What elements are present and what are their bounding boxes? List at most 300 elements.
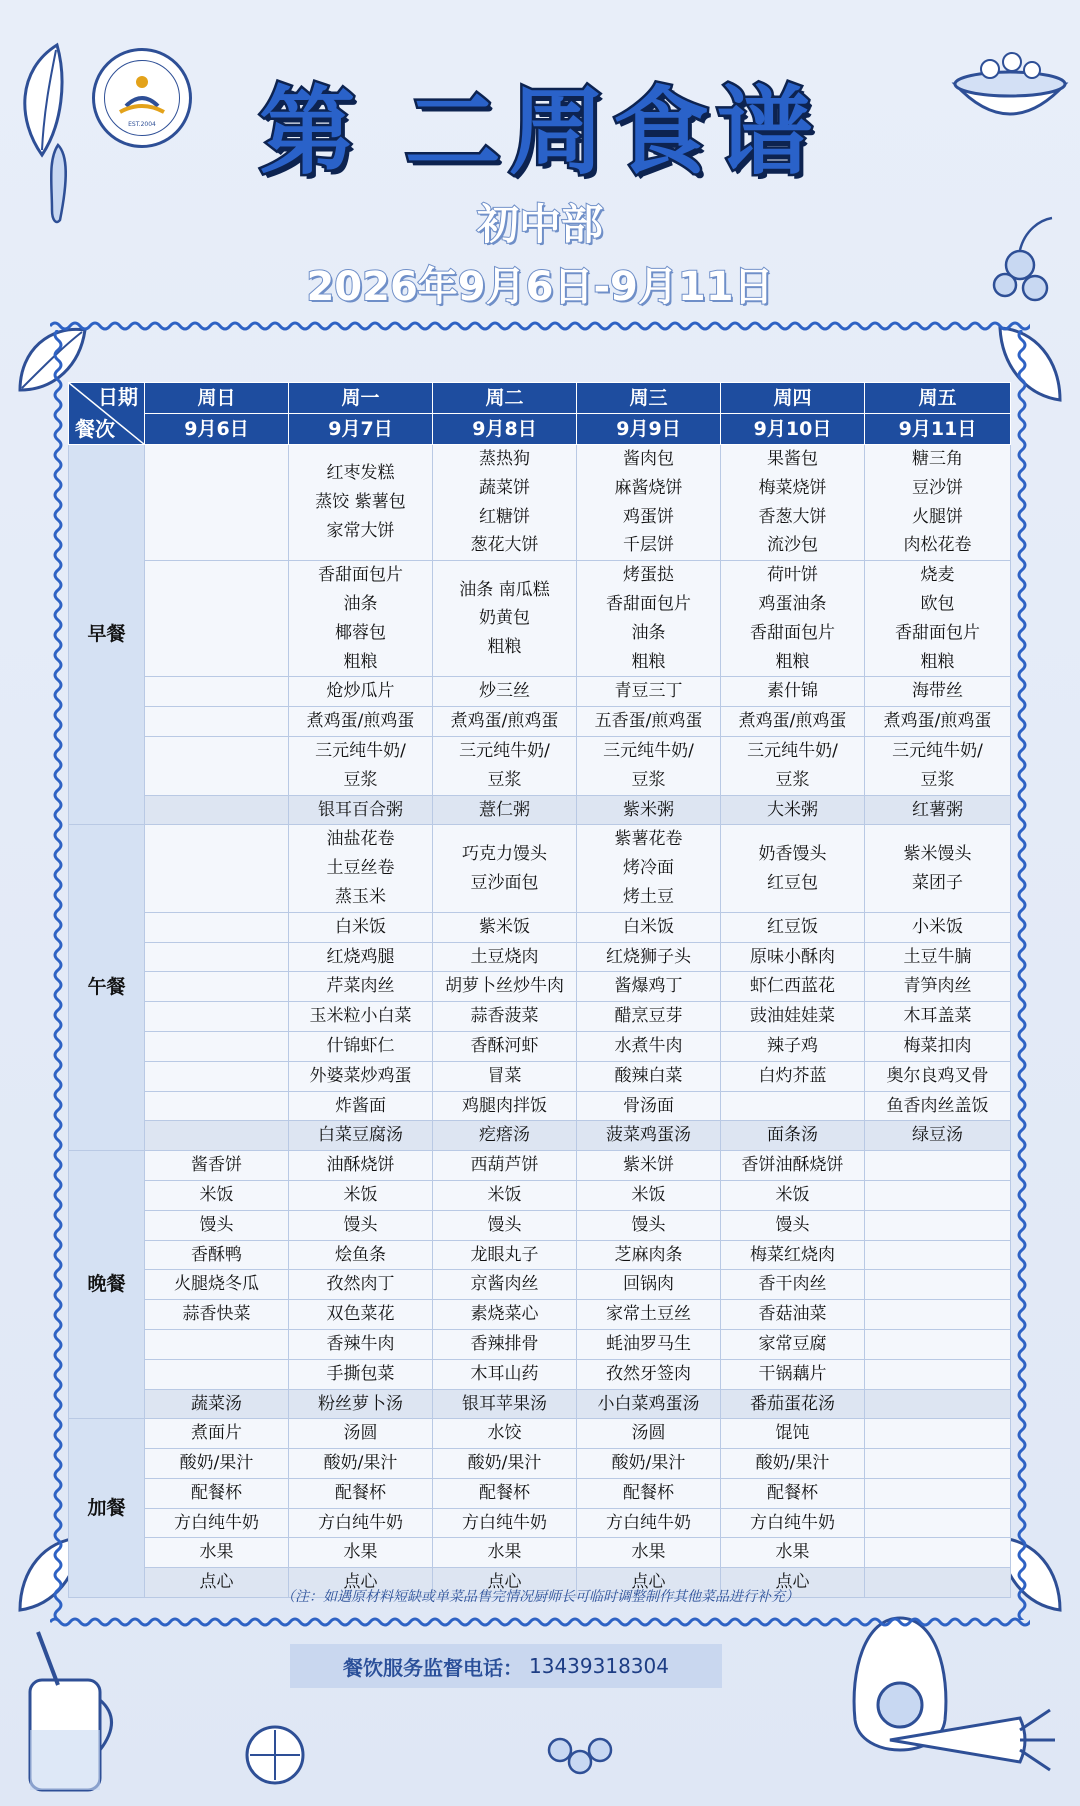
carrot-doodle-icon — [880, 1700, 1060, 1780]
menu-cell — [433, 1359, 577, 1389]
menu-cell — [721, 1419, 865, 1449]
menu-cell — [145, 445, 289, 561]
menu-cell — [577, 1538, 721, 1568]
dish-item: 方白纯牛奶 — [750, 1512, 835, 1533]
dish-item: 煮鸡蛋/煎鸡蛋 — [306, 711, 415, 732]
menu-row — [69, 795, 1011, 825]
menu-cell — [145, 1180, 289, 1210]
dish-item: 煮面片 — [191, 1423, 242, 1444]
menu-cell — [865, 677, 1011, 707]
menu-cell — [289, 1389, 433, 1419]
menu-cell — [721, 795, 865, 825]
menu-row — [69, 942, 1011, 972]
dish-item: 香甜面包片 — [895, 622, 980, 643]
menu-cell — [721, 1210, 865, 1240]
menu-cell — [577, 795, 721, 825]
dish-item: 炸酱面 — [335, 1095, 386, 1116]
dish-item: 鸡蛋饼 — [623, 506, 674, 527]
menu-cell — [577, 1508, 721, 1538]
weekday-header: 周四 — [721, 383, 865, 414]
dish-item: 菜团子 — [912, 872, 963, 893]
menu-cell — [433, 1002, 577, 1032]
menu-cell — [577, 1449, 721, 1479]
menu-cell — [433, 795, 577, 825]
menu-row — [69, 707, 1011, 737]
dish-item: 蒸玉米 — [335, 886, 386, 907]
menu-table — [68, 382, 1011, 1598]
menu-cell — [865, 1389, 1011, 1419]
dish-item: 烤蛋挞 — [623, 565, 674, 586]
dish-item: 豆浆 — [487, 769, 522, 790]
dish-item: 香酥河虾 — [470, 1035, 539, 1056]
menu-cell — [721, 677, 865, 707]
menu-cell — [721, 1180, 865, 1210]
dish-item: 荷叶饼 — [767, 565, 818, 586]
date-header: 9月6日 — [145, 414, 289, 445]
menu-cell — [289, 1031, 433, 1061]
menu-cell — [145, 972, 289, 1002]
dish-item: 白灼芥蓝 — [758, 1065, 827, 1086]
dish-item: 双色菜花 — [326, 1304, 395, 1325]
dish-item: 小米饭 — [912, 916, 963, 937]
dish-item: 豆沙饼 — [912, 477, 963, 498]
dish-item: 方白纯牛奶 — [462, 1512, 547, 1533]
dish-item: 木耳山药 — [470, 1363, 539, 1384]
menu-row — [69, 1151, 1011, 1181]
dish-item: 巧克力馒头 — [462, 843, 547, 864]
menu-cell — [433, 1091, 577, 1121]
menu-cell — [865, 1508, 1011, 1538]
menu-cell — [289, 1270, 433, 1300]
menu-cell — [289, 736, 433, 795]
dish-item: 三元纯牛奶/ — [747, 740, 838, 761]
dish-item: 绿豆汤 — [912, 1125, 963, 1146]
dish-item: 米饭 — [199, 1184, 234, 1205]
menu-cell — [433, 677, 577, 707]
menu-row — [69, 912, 1011, 942]
menu-cell — [721, 1270, 865, 1300]
weekday-header: 周二 — [433, 383, 577, 414]
weekday-header: 周一 — [289, 383, 433, 414]
menu-cell — [577, 825, 721, 912]
menu-cell — [433, 1061, 577, 1091]
dish-item: 粗粮 — [920, 651, 955, 672]
dish-item: 馒头 — [631, 1214, 666, 1235]
menu-row — [69, 1180, 1011, 1210]
dish-item: 方白纯牛奶 — [174, 1512, 259, 1533]
menu-cell — [865, 1091, 1011, 1121]
menu-cell — [865, 1031, 1011, 1061]
dish-item: 干锅藕片 — [758, 1363, 827, 1384]
menu-cell — [289, 707, 433, 737]
dish-item: 千层饼 — [623, 535, 674, 556]
menu-cell — [865, 1151, 1011, 1181]
dish-item: 欧包 — [920, 593, 955, 614]
grapes-doodle-icon — [540, 1720, 620, 1790]
menu-cell — [289, 561, 433, 677]
dish-item: 香甜面包片 — [750, 622, 835, 643]
menu-cell — [433, 561, 577, 677]
menu-cell — [289, 1329, 433, 1359]
dish-item: 虾仁西蓝花 — [750, 976, 835, 997]
menu-cell — [289, 1151, 433, 1181]
menu-cell — [865, 1478, 1011, 1508]
menu-cell — [145, 1002, 289, 1032]
menu-row — [69, 1329, 1011, 1359]
dish-item: 蒜香菠菜 — [470, 1006, 539, 1027]
dish-item: 油酥烧饼 — [326, 1155, 395, 1176]
menu-cell — [145, 1538, 289, 1568]
dish-item: 炒三丝 — [479, 681, 530, 702]
dish-item: 银耳百合粥 — [318, 799, 403, 820]
dish-item: 配餐杯 — [335, 1482, 386, 1503]
menu-cell — [577, 1240, 721, 1270]
menu-cell — [721, 912, 865, 942]
dish-item: 原味小酥肉 — [750, 946, 835, 967]
dish-item: 红枣发糕 — [326, 463, 395, 484]
menu-row — [69, 1091, 1011, 1121]
corner-date-label: 日期 — [98, 385, 138, 409]
dish-item: 油条 南瓜糕 — [459, 579, 550, 600]
menu-row — [69, 1359, 1011, 1389]
menu-cell — [433, 942, 577, 972]
menu-cell — [865, 795, 1011, 825]
dish-item: 什锦虾仁 — [326, 1035, 395, 1056]
dish-item: 煮鸡蛋/煎鸡蛋 — [883, 711, 992, 732]
dish-item: 梅菜红烧肉 — [750, 1244, 835, 1265]
dish-item: 方白纯牛奶 — [318, 1512, 403, 1533]
dish-item: 龙眼丸子 — [470, 1244, 539, 1265]
menu-cell — [577, 1389, 721, 1419]
menu-cell — [433, 1300, 577, 1330]
dish-item: 奥尔良鸡叉骨 — [886, 1065, 989, 1086]
dish-item: 配餐杯 — [191, 1482, 242, 1503]
menu-cell — [865, 825, 1011, 912]
menu-cell — [289, 942, 433, 972]
dish-item: 酱爆鸡丁 — [614, 976, 683, 997]
menu-cell — [865, 1449, 1011, 1479]
date-header: 9月9日 — [577, 414, 721, 445]
dish-item: 水果 — [343, 1542, 378, 1563]
dish-item: 土豆牛腩 — [903, 946, 972, 967]
header-row-weekday — [69, 383, 1011, 414]
dish-item: 粗粮 — [487, 637, 522, 658]
dish-item: 家常土豆丝 — [606, 1304, 691, 1325]
menu-cell — [145, 1270, 289, 1300]
dish-item: 蔬菜饼 — [479, 477, 530, 498]
dish-item: 蒸热狗 — [479, 449, 530, 469]
dish-item: 香饼油酥烧饼 — [741, 1155, 844, 1176]
dish-item: 流沙包 — [767, 535, 818, 556]
dish-item: 馒头 — [775, 1214, 810, 1235]
menu-cell — [433, 912, 577, 942]
dish-item: 火腿烧冬瓜 — [174, 1274, 259, 1295]
menu-cell — [433, 736, 577, 795]
dish-item: 青笋肉丝 — [903, 976, 972, 997]
dish-item: 鸡腿肉拌饭 — [462, 1095, 547, 1116]
dish-item: 配餐杯 — [479, 1482, 530, 1503]
menu-cell — [721, 736, 865, 795]
dish-item: 火腿饼 — [912, 506, 963, 527]
dish-item: 紫薯花卷 — [614, 829, 683, 850]
dish-item: 方白纯牛奶 — [606, 1512, 691, 1533]
menu-cell — [577, 1091, 721, 1121]
dish-item: 煮鸡蛋/煎鸡蛋 — [450, 711, 559, 732]
menu-cell — [865, 1180, 1011, 1210]
dish-item: 紫米饭 — [479, 916, 530, 937]
dish-item: 冒菜 — [487, 1065, 522, 1086]
dish-item: 点心 — [343, 1572, 378, 1593]
dish-item: 红豆包 — [767, 872, 818, 893]
menu-row — [69, 1121, 1011, 1151]
dish-item: 外婆菜炒鸡蛋 — [309, 1065, 412, 1086]
menu-cell — [289, 1419, 433, 1449]
menu-cell — [289, 445, 433, 561]
menu-row — [69, 1002, 1011, 1032]
menu-cell — [721, 1151, 865, 1181]
dish-item: 葱花大饼 — [470, 535, 539, 556]
dish-item: 孜然肉丁 — [326, 1274, 395, 1295]
dish-item: 家常大饼 — [326, 520, 395, 541]
date-header: 9月10日 — [721, 414, 865, 445]
menu-cell — [577, 1031, 721, 1061]
table-corner-cell — [69, 383, 145, 445]
weekday-header: 周日 — [145, 383, 289, 414]
dish-item: 酸奶/果汁 — [179, 1453, 254, 1474]
dish-item: 京酱肉丝 — [470, 1274, 539, 1295]
dish-item: 素烧菜心 — [470, 1304, 539, 1325]
dish-item: 香菇油菜 — [758, 1304, 827, 1325]
menu-cell — [289, 972, 433, 1002]
menu-cell — [721, 1329, 865, 1359]
wave-border-bottom — [50, 1614, 1030, 1630]
menu-row — [69, 1061, 1011, 1091]
menu-cell — [145, 1031, 289, 1061]
menu-cell — [145, 707, 289, 737]
dish-item: 蔬菜汤 — [191, 1393, 242, 1414]
dish-item: 配餐杯 — [767, 1482, 818, 1503]
dish-item: 奶黄包 — [479, 608, 530, 629]
menu-cell — [433, 1151, 577, 1181]
dish-item: 酸奶/果汁 — [323, 1453, 398, 1474]
menu-cell — [865, 707, 1011, 737]
menu-cell — [721, 1538, 865, 1568]
dish-item: 鱼香肉丝盖饭 — [886, 1095, 989, 1116]
supervision-phone-box — [290, 1644, 722, 1688]
menu-row — [69, 677, 1011, 707]
menu-cell — [145, 1061, 289, 1091]
dish-item: 酱肉包 — [623, 449, 674, 469]
dish-item: 鸡蛋油条 — [758, 593, 827, 614]
menu-cell — [577, 972, 721, 1002]
dish-item: 配餐杯 — [623, 1482, 674, 1503]
dish-item: 手撕包菜 — [326, 1363, 395, 1384]
dish-item: 米饭 — [487, 1184, 522, 1205]
dish-item: 馄饨 — [775, 1423, 810, 1444]
corner-meal-label: 餐次 — [75, 417, 115, 442]
menu-cell — [145, 912, 289, 942]
dish-item: 三元纯牛奶/ — [892, 740, 983, 761]
menu-cell — [721, 561, 865, 677]
dish-item: 醋烹豆芽 — [614, 1006, 683, 1027]
dish-item: 香辣排骨 — [470, 1333, 539, 1354]
menu-cell — [577, 1419, 721, 1449]
dish-item: 蚝油罗马生 — [606, 1333, 691, 1354]
menu-cell — [865, 942, 1011, 972]
dish-item: 粗粮 — [631, 651, 666, 672]
menu-cell — [433, 1538, 577, 1568]
dish-item: 芝麻肉条 — [614, 1244, 683, 1265]
dish-item: 素什锦 — [767, 681, 818, 702]
menu-row — [69, 1449, 1011, 1479]
page-subtitle: 初中部 — [476, 200, 603, 249]
menu-cell — [865, 561, 1011, 677]
dish-item: 三元纯牛奶/ — [315, 740, 406, 761]
dish-item: 酸奶/果汁 — [611, 1453, 686, 1474]
dish-item: 骨汤面 — [623, 1095, 674, 1116]
dish-item: 银耳苹果汤 — [462, 1393, 547, 1414]
dish-item: 香辣牛肉 — [326, 1333, 395, 1354]
menu-cell — [865, 1419, 1011, 1449]
dish-item: 红烧狮子头 — [606, 946, 691, 967]
dish-item: 白菜豆腐汤 — [318, 1125, 403, 1146]
menu-cell — [577, 1151, 721, 1181]
dish-item: 红薯粥 — [912, 799, 963, 820]
dish-item: 香甜面包片 — [606, 593, 691, 614]
dish-item: 点心 — [775, 1572, 810, 1593]
menu-cell — [865, 1538, 1011, 1568]
menu-row — [69, 1538, 1011, 1568]
menu-cell — [577, 912, 721, 942]
dish-item: 胡萝卜丝炒牛肉 — [445, 976, 564, 997]
weekday-header: 周五 — [865, 383, 1011, 414]
meal-label: 午餐 — [69, 825, 145, 1151]
dish-item: 大米粥 — [767, 799, 818, 820]
wave-border-left — [50, 330, 66, 1620]
dish-item: 炝炒瓜片 — [326, 681, 395, 702]
menu-cell — [289, 1061, 433, 1091]
dish-item: 水果 — [631, 1542, 666, 1563]
menu-cell — [145, 825, 289, 912]
meal-label: 早餐 — [69, 445, 145, 825]
menu-cell — [577, 1210, 721, 1240]
dish-item: 青豆三丁 — [614, 681, 683, 702]
menu-cell — [865, 1061, 1011, 1091]
menu-cell — [577, 1329, 721, 1359]
dish-item: 油条 — [343, 593, 378, 614]
menu-cell — [577, 677, 721, 707]
dish-item: 红糖饼 — [479, 506, 530, 527]
menu-cell — [577, 1180, 721, 1210]
wave-border-top — [50, 318, 1030, 334]
menu-cell — [145, 736, 289, 795]
menu-cell — [577, 1061, 721, 1091]
dish-item: 小白菜鸡蛋汤 — [597, 1393, 700, 1414]
menu-cell — [721, 1449, 865, 1479]
menu-cell — [433, 1449, 577, 1479]
menu-cell — [577, 561, 721, 677]
dish-item: 玉米粒小白菜 — [309, 1006, 412, 1027]
dish-item: 粗粮 — [343, 651, 378, 672]
dish-item: 奶香馒头 — [758, 843, 827, 864]
menu-cell — [865, 1210, 1011, 1240]
dish-item: 白米饭 — [335, 916, 386, 937]
menu-cell — [145, 942, 289, 972]
menu-row — [69, 1031, 1011, 1061]
menu-cell — [865, 912, 1011, 942]
menu-cell — [433, 445, 577, 561]
menu-cell — [145, 1419, 289, 1449]
meal-label: 晚餐 — [69, 1151, 145, 1419]
menu-cell — [145, 1508, 289, 1538]
menu-row — [69, 1240, 1011, 1270]
menu-cell — [721, 707, 865, 737]
menu-cell — [577, 1121, 721, 1151]
menu-cell — [433, 1419, 577, 1449]
menu-cell — [721, 1091, 865, 1121]
date-header: 9月8日 — [433, 414, 577, 445]
menu-cell — [289, 1359, 433, 1389]
menu-cell — [721, 1300, 865, 1330]
menu-row — [69, 972, 1011, 1002]
dish-item: 酸辣白菜 — [614, 1065, 683, 1086]
dish-item: 酱香饼 — [191, 1155, 242, 1176]
dish-item: 水果 — [199, 1542, 234, 1563]
menu-cell — [145, 795, 289, 825]
dish-item: 孜然牙签肉 — [606, 1363, 691, 1384]
menu-cell — [289, 1180, 433, 1210]
menu-cell — [433, 1210, 577, 1240]
menu-cell — [577, 1300, 721, 1330]
dish-item: 馒头 — [487, 1214, 522, 1235]
menu-row — [69, 1210, 1011, 1240]
menu-cell — [289, 1478, 433, 1508]
dish-item: 粉丝萝卜汤 — [318, 1393, 403, 1414]
menu-cell — [289, 1300, 433, 1330]
dish-item: 水果 — [775, 1542, 810, 1563]
dish-item: 木耳盖菜 — [903, 1006, 972, 1027]
menu-cell — [721, 942, 865, 972]
menu-row — [69, 445, 1011, 561]
menu-cell — [577, 1478, 721, 1508]
menu-row — [69, 1419, 1011, 1449]
menu-cell — [721, 1121, 865, 1151]
menu-cell — [433, 1121, 577, 1151]
menu-cell — [145, 1121, 289, 1151]
dish-item: 辣子鸡 — [767, 1035, 818, 1056]
dish-item: 土豆烧肉 — [470, 946, 539, 967]
substitution-note: （注：如遇原材料短缺或单菜品售完情况厨师长可临时调整制作其他菜品进行补充） — [281, 1589, 799, 1605]
menu-row — [69, 1478, 1011, 1508]
menu-cell — [721, 445, 865, 561]
dish-item: 酸奶/果汁 — [467, 1453, 542, 1474]
menu-cell — [145, 1240, 289, 1270]
menu-row — [69, 736, 1011, 795]
dish-item: 家常豆腐 — [758, 1333, 827, 1354]
menu-row — [69, 1270, 1011, 1300]
menu-cell — [289, 912, 433, 942]
dish-item: 点心 — [631, 1572, 666, 1593]
menu-row — [69, 561, 1011, 677]
menu-cell — [721, 1359, 865, 1389]
menu-cell — [289, 1538, 433, 1568]
menu-cell — [577, 1359, 721, 1389]
menu-cell — [145, 1210, 289, 1240]
dish-item: 紫米馒头 — [903, 843, 972, 864]
menu-cell — [145, 1329, 289, 1359]
dish-item: 煮鸡蛋/煎鸡蛋 — [738, 711, 847, 732]
meal-label: 加餐 — [69, 1419, 145, 1598]
